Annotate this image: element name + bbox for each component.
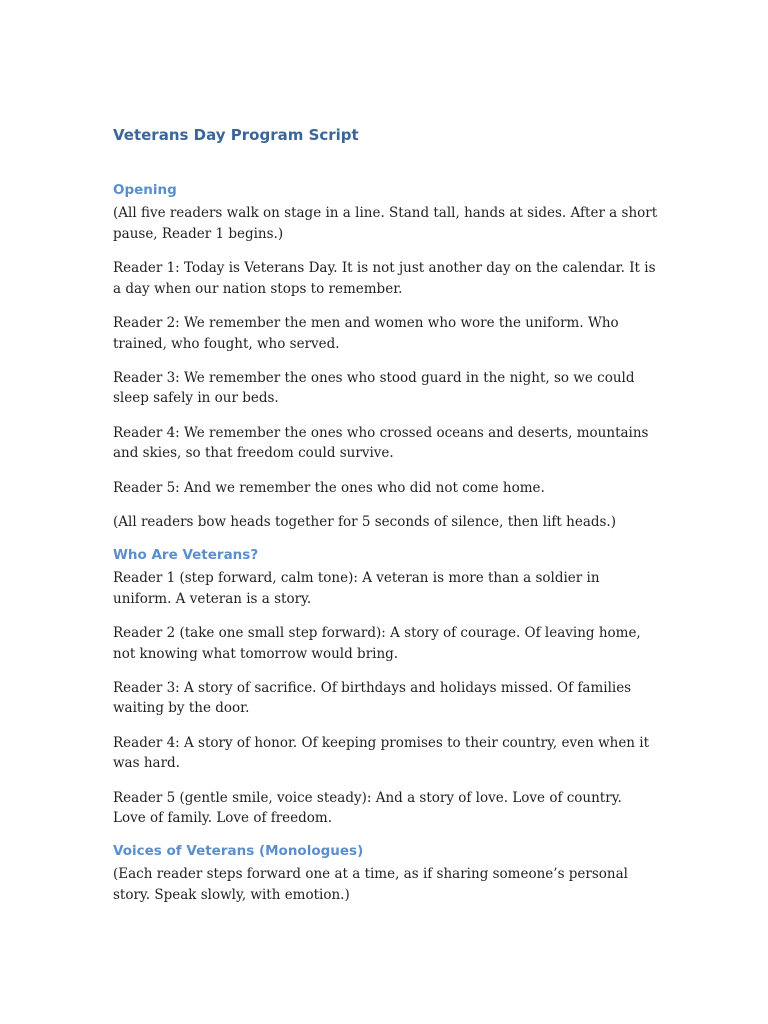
section-who-are-veterans: [113, 546, 658, 829]
paragraph: (All readers bow heads together for 5 seconds of silence, then lift heads.): [113, 513, 616, 530]
paragraph: Reader 3: We remember the ones who stood guard in the night, so we could sleep safely in our beds.: [113, 369, 635, 407]
paragraph: Reader 1 (step forward, calm tone): A veteran is more than a soldier in uniform. A veteran is a story.: [113, 569, 600, 607]
paragraph: (All five readers walk on stage in a line. Stand tall, hands at sides. After a short pause, Reader 1 begins.): [113, 205, 658, 242]
document-page: [113, 124, 658, 919]
paragraph: Reader 5: And we remember the ones who did not come home.: [113, 479, 545, 496]
section-heading-who-are-veterans: Who Are Veterans?: [113, 546, 259, 563]
paragraph: Reader 2: We remember the men and women who wore the uniform. Who trained, who fought, who served.: [113, 314, 619, 352]
paragraph: Reader 1: Today is Veterans Day. It is not just another day on the calendar. It is a day when our nation stops to remember.: [113, 259, 656, 297]
section-opening: [113, 181, 658, 532]
section-heading-voices-of-veterans: Voices of Veterans (Monologues): [113, 843, 364, 860]
paragraph: Reader 4: A story of honor. Of keeping promises to their country, even when it was hard.: [113, 734, 650, 772]
paragraph: Reader 5 (gentle smile, voice steady): And a story of love. Love of country. Love of family. Love of freedom.: [113, 789, 622, 827]
paragraph: Reader 4: We remember the ones who crossed oceans and deserts, mountains and skies, so that freedom could survive.: [113, 424, 649, 462]
paragraph: Reader 3: A story of sacrifice. Of birthdays and holidays missed. Of families waiting by the door.: [113, 679, 632, 717]
section-voices-of-veterans: [113, 842, 658, 905]
section-heading-opening: Opening: [113, 182, 177, 198]
paragraph: (Each reader steps forward one at a time, as if sharing someone’s personal story. Speak slowly, with emotion.): [113, 866, 628, 904]
document-title: Veterans Day Program Script: [113, 126, 359, 144]
paragraph: Reader 2 (take one small step forward): A story of courage. Of leaving home, not knowing what tomorrow would bring.: [113, 624, 641, 662]
